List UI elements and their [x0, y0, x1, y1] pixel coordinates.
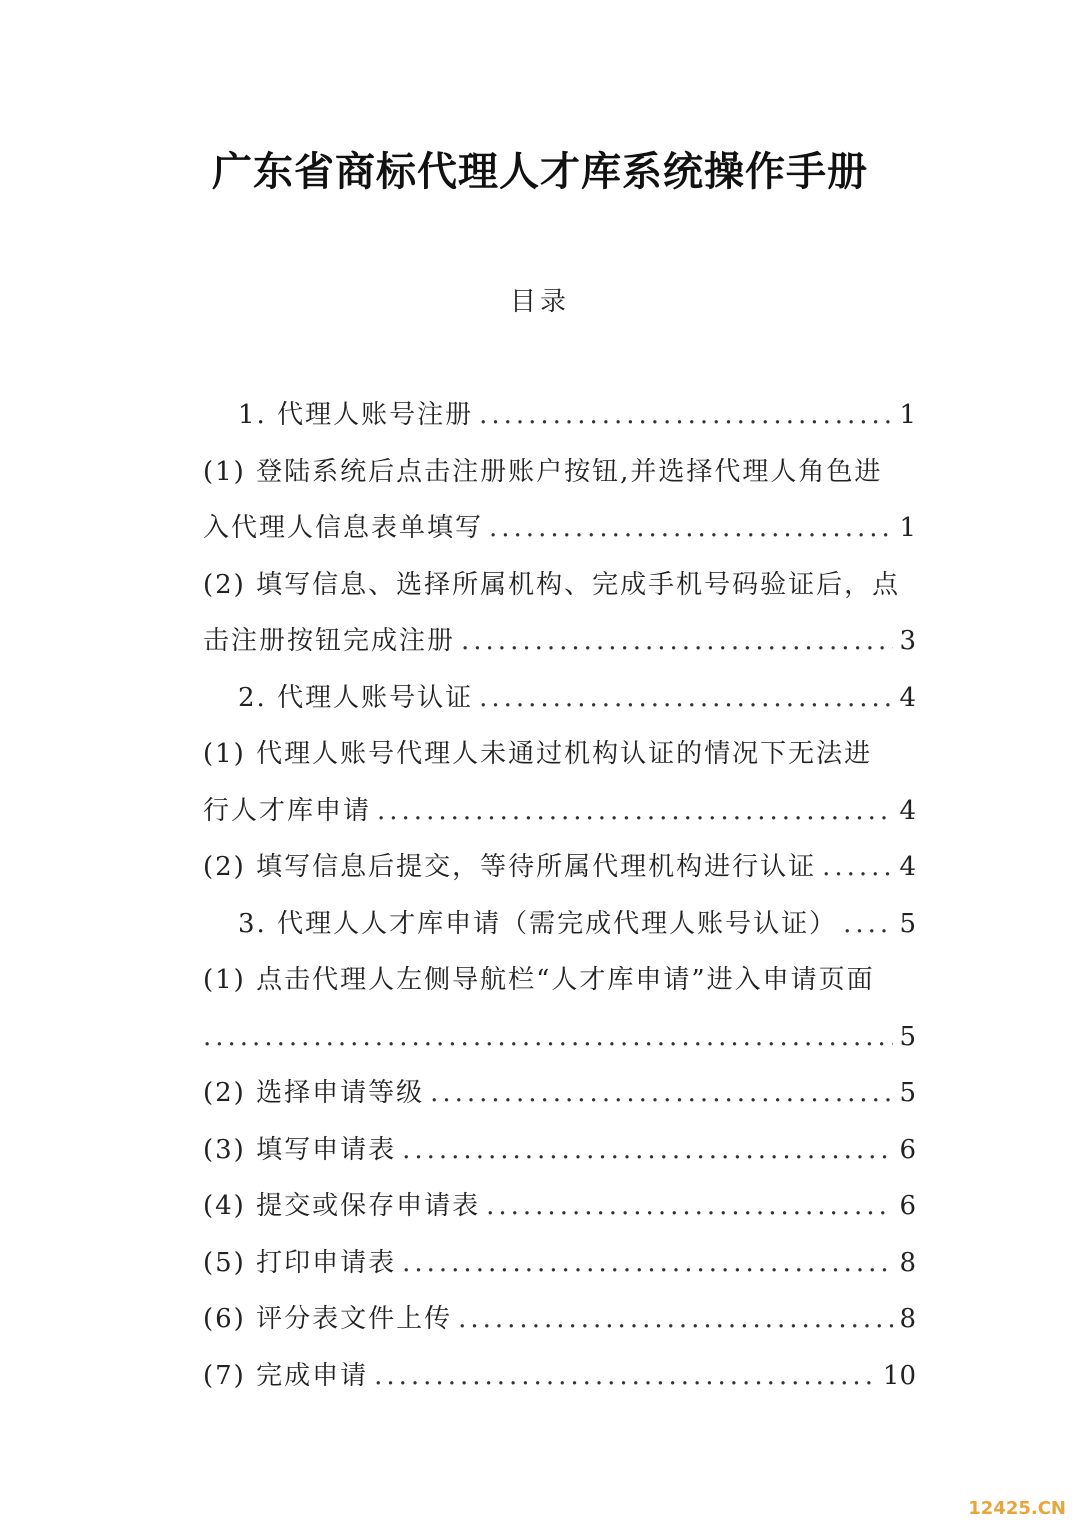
- toc-entry[interactable]: [203, 452, 916, 492]
- toc-leader-dots: [822, 847, 893, 887]
- toc-entry-text: (4) 提交或保存申请表: [203, 1191, 481, 1221]
- toc-page-number: 4: [899, 796, 916, 826]
- toc-leader-dots: [479, 395, 893, 435]
- toc-page-number: 10: [882, 1361, 916, 1391]
- toc-entry[interactable]: [238, 904, 916, 944]
- toc-entry[interactable]: [203, 1017, 916, 1057]
- document-title: 广东省商标代理人才库系统操作手册: [212, 149, 868, 195]
- toc-entry[interactable]: [203, 791, 916, 831]
- toc-entry[interactable]: [203, 1356, 916, 1396]
- toc-page-number: 5: [899, 1022, 916, 1052]
- toc-entry[interactable]: [203, 960, 916, 1000]
- toc-entry-text: (7) 完成申请: [203, 1361, 369, 1391]
- toc-page-number: 1: [899, 513, 916, 543]
- toc-leader-dots: [203, 1017, 893, 1057]
- toc-entry[interactable]: [203, 1299, 916, 1339]
- toc-leader-dots: [843, 904, 893, 944]
- toc-entry[interactable]: [238, 395, 916, 435]
- site-watermark: 12425.CN: [968, 1498, 1066, 1519]
- toc-entry-text: (1) 登陆系统后点击注册账户按钮,并选择代理人角色进: [203, 457, 883, 487]
- toc-leader-dots: [430, 1073, 893, 1113]
- toc-page-number: 1: [899, 400, 916, 430]
- toc-page-number: 8: [899, 1304, 916, 1334]
- toc-entry[interactable]: [203, 1130, 916, 1170]
- toc-entry-text: (1) 代理人账号代理人未通过机构认证的情况下无法进: [203, 739, 873, 769]
- toc-entry[interactable]: [203, 508, 916, 548]
- toc-heading: 目录: [509, 287, 570, 317]
- toc-leader-dots: [486, 1186, 893, 1226]
- toc-entry-text: (2) 选择申请等级: [203, 1078, 425, 1108]
- toc-page-number: 4: [899, 683, 916, 713]
- toc-entry-text: 3. 代理人人才库申请（需完成代理人账号认证）: [238, 909, 838, 939]
- toc-entry-text: (2) 填写信息、选择所属机构、完成手机号码验证后，点: [203, 570, 901, 600]
- toc-page-number: 8: [899, 1248, 916, 1278]
- toc-entry-text: (6) 评分表文件上传: [203, 1304, 453, 1334]
- toc-leader-dots: [402, 1243, 893, 1283]
- toc-leader-dots: [402, 1130, 893, 1170]
- toc-page-number: 3: [899, 626, 916, 656]
- toc-page-number: 6: [899, 1135, 916, 1165]
- toc-entry-text: (5) 打印申请表: [203, 1248, 397, 1278]
- toc-entry[interactable]: [203, 1186, 916, 1226]
- toc-entry-text: 行人才库申请: [203, 796, 372, 826]
- toc-entry[interactable]: [203, 1073, 916, 1113]
- toc-entry[interactable]: [203, 565, 916, 605]
- toc-page-number: 5: [899, 909, 916, 939]
- toc-entry[interactable]: [203, 734, 916, 774]
- toc-entry-text: 入代理人信息表单填写: [203, 513, 484, 543]
- toc-entry-text: 1. 代理人账号注册: [238, 400, 474, 430]
- toc-entry-text: 击注册按钮完成注册: [203, 626, 456, 656]
- toc-leader-dots: [458, 1299, 893, 1339]
- toc-leader-dots: [461, 621, 893, 661]
- toc-page-number: 6: [899, 1191, 916, 1221]
- toc-entry[interactable]: [203, 621, 916, 661]
- toc-leader-dots: [374, 1356, 877, 1396]
- toc-entry[interactable]: [203, 1243, 916, 1283]
- toc-page-number: 5: [899, 1078, 916, 1108]
- toc-entry[interactable]: [238, 678, 916, 718]
- toc-entry-text: 2. 代理人账号认证: [238, 683, 474, 713]
- toc-entry[interactable]: [203, 847, 916, 887]
- toc-entry-text: (2) 填写信息后提交，等待所属代理机构进行认证: [203, 852, 817, 882]
- toc-page-number: 4: [899, 852, 916, 882]
- toc-entry-text: (3) 填写申请表: [203, 1135, 397, 1165]
- toc-leader-dots: [489, 508, 893, 548]
- toc-leader-dots: [479, 678, 893, 718]
- toc-leader-dots: [377, 791, 893, 831]
- toc-entry-text: (1) 点击代理人左侧导航栏“人才库申请”进入申请页面: [203, 965, 875, 995]
